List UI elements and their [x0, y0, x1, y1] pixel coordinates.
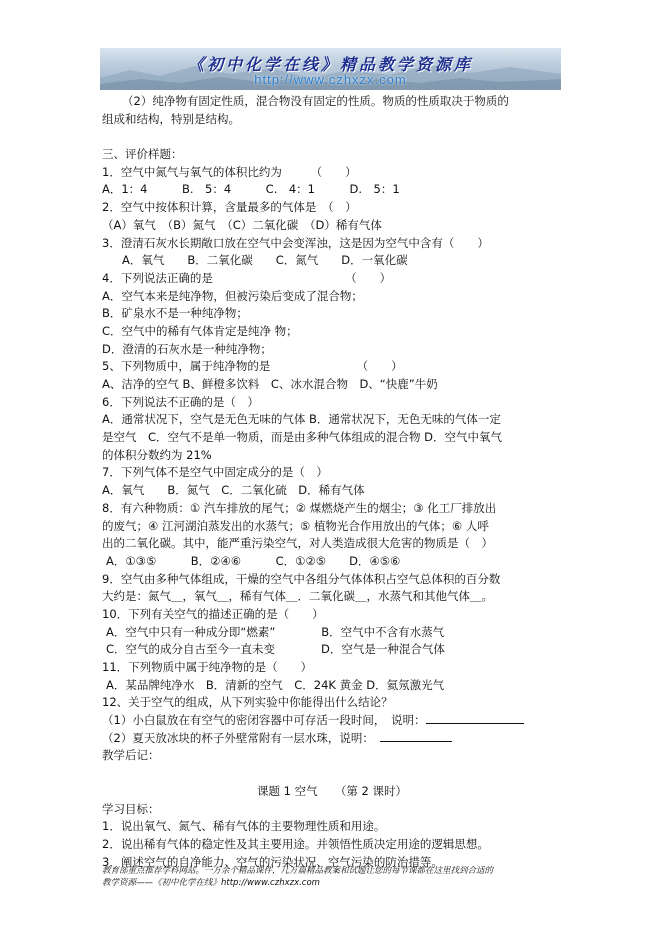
question-5-options: A、洁净的空气 B、鲜橙多饮料 C、冰水混合物 D、“快鹿”牛奶 — [102, 377, 438, 391]
lesson-title: 课题 1 空气 （第 2 课时） — [256, 783, 407, 798]
question-12-part-1-text: （1）小白鼠放在有空气的密闭容器中可存活一段时间， 说明： — [102, 713, 426, 728]
question-12-part-2 — [102, 730, 562, 748]
question-8-options: A．①③⑤ B．②④⑥ C．①②⑤ D．④⑤⑥ — [106, 553, 401, 568]
teaching-notes-label: 教学后记： — [102, 748, 160, 763]
question-7: 7．下列气体不是空气中固定成分的是（ ） — [102, 465, 328, 480]
question-8: 8．有六种物质：① 汽车排放的尾气；② 煤燃烧产生的烟尘；③ 化工厂排放出 — [102, 500, 497, 515]
question-5: 5、下列物质中，属于纯净物的是 （ ） — [102, 359, 403, 374]
question-10-options-ab: A．空气中只有一种成分即“燃素” B．空气中不含有水蒸气 — [106, 624, 445, 639]
question-2: 2．空气中按体积计算，含量最多的气体是 （ ） — [102, 200, 357, 215]
learning-goal-2: 2．说出稀有气体的稳定性及其主要用途。并领悟性质决定用途的逻辑思想。 — [102, 836, 489, 851]
question-3-options: A．氧气 B．二氧化碳 C．氮气 D．一氧化碳 — [122, 253, 408, 268]
question-8: 出的二氧化碳。其中，能严重污染空气，对人类造成很大危害的物质是（ ） — [102, 536, 493, 551]
question-10-options-cd: C．空气的成分自古至今一直未变 D．空气是一种混合气体 — [106, 642, 445, 657]
question-4-option-b: B．矿泉水不是一种纯净物； — [102, 306, 248, 321]
question-1-options: A．1：4 B. 5：4 C. 4：1 D. 5：1 — [102, 182, 400, 197]
question-12-part-2-text: （2）夏天放冰块的杯子外壁常附有一层水珠，说明： — [102, 730, 374, 745]
learning-goal-3: 3．阐述空气的自净能力、空气的污染状况、空气污染的防治措等。 — [102, 854, 443, 869]
question-7-options: A．氧气 B．氮气 C．二氧化硫 D．稀有气体 — [102, 483, 365, 498]
document-body — [102, 93, 562, 871]
banner-title: 《初中化学在线》精品教学资源库 — [187, 55, 473, 74]
question-11-options: A．某品牌纯净水 B．清新的空气 C．24K 黄金 D．氦氖激光气 — [106, 677, 445, 692]
banner-url[interactable]: http://www.czhxzx.com — [254, 72, 407, 87]
question-6-options: 的体积分数约为 21% — [102, 447, 212, 462]
spacer — [102, 765, 562, 783]
question-6-options: 是空气 C．空气不是单一物质，而是由多种气体组成的混合物 D．空气中氧气 — [102, 430, 503, 445]
intro-line: 组成和结构，特别是结构。 — [102, 111, 240, 126]
footer-line: 教学资源——《初中化学在线》http://www.czhxzx.com — [102, 877, 320, 888]
answer-blank — [380, 730, 452, 742]
question-11: 11．下列物质中属于纯净物的是（ ） — [102, 660, 313, 674]
question-2-options: （A）氧气 （B）氮气 （C）二氧化碳 （D）稀有气体 — [102, 217, 382, 232]
question-6: 6．下列说法不正确的是（ ） — [102, 394, 259, 409]
section-title: 三、评价样题： — [102, 147, 183, 162]
question-4-option-d: D．澄清的石灰水是一种纯净物； — [102, 341, 272, 356]
learning-goal-1: 1．说出氧气、氮气、稀有气体的主要物理性质和用途。 — [102, 819, 386, 834]
spacer — [102, 128, 562, 146]
question-12: 12、关于空气的组成，从下列实验中你能得出什么结论？ — [102, 695, 393, 710]
question-4-option-c: C．空气中的稀有气体肯定是纯净 物； — [102, 323, 298, 338]
learning-goals-label: 学习目标： — [102, 801, 160, 816]
question-6-options: A．通常状况下，空气是无色无味的气体 B．通常状况下，无色无味的气体一定 — [102, 412, 501, 427]
question-9: 9．空气由多种气体组成，干燥的空气中各组分气体体积占空气总体积的百分数 — [102, 571, 501, 586]
question-12-part-1 — [102, 712, 562, 730]
question-4-option-a: A．空气本来是纯净物，但被污染后变成了混合物； — [102, 288, 363, 303]
question-4: 4．下列说法正确的是 （ ） — [102, 270, 392, 285]
question-8: 的废气；④ 江河湖泊蒸发出的水蒸气；⑤ 植物光合作用放出的气体；⑥ 人呼 — [102, 518, 489, 533]
header-banner — [100, 48, 561, 90]
page-footer — [102, 866, 572, 889]
question-1: 1．空气中氮气与氧气的体积比约为 （ ） — [102, 164, 357, 179]
question-10: 10．下列有关空气的描述正确的是（ ） — [102, 606, 324, 621]
question-9: 大约是：氮气＿，氧气＿，稀有气体＿．二氧化碳＿，水蒸气和其他气体＿。 — [102, 589, 493, 604]
question-3: 3．澄清石灰水长期敞口放在空气中会变浑浊，这是因为空气中含有（ ） — [102, 235, 489, 250]
footer-line: 教育部重点推荐学科网站。一万余个精品课件，几万篇精品教案和试题让您的每节课都在这里找到合适的 — [102, 866, 494, 876]
intro-line: （2）纯净物有固定性质，混合物没有固定的性质。物质的性质取决于物质的 — [122, 94, 509, 108]
answer-blank — [426, 712, 524, 724]
